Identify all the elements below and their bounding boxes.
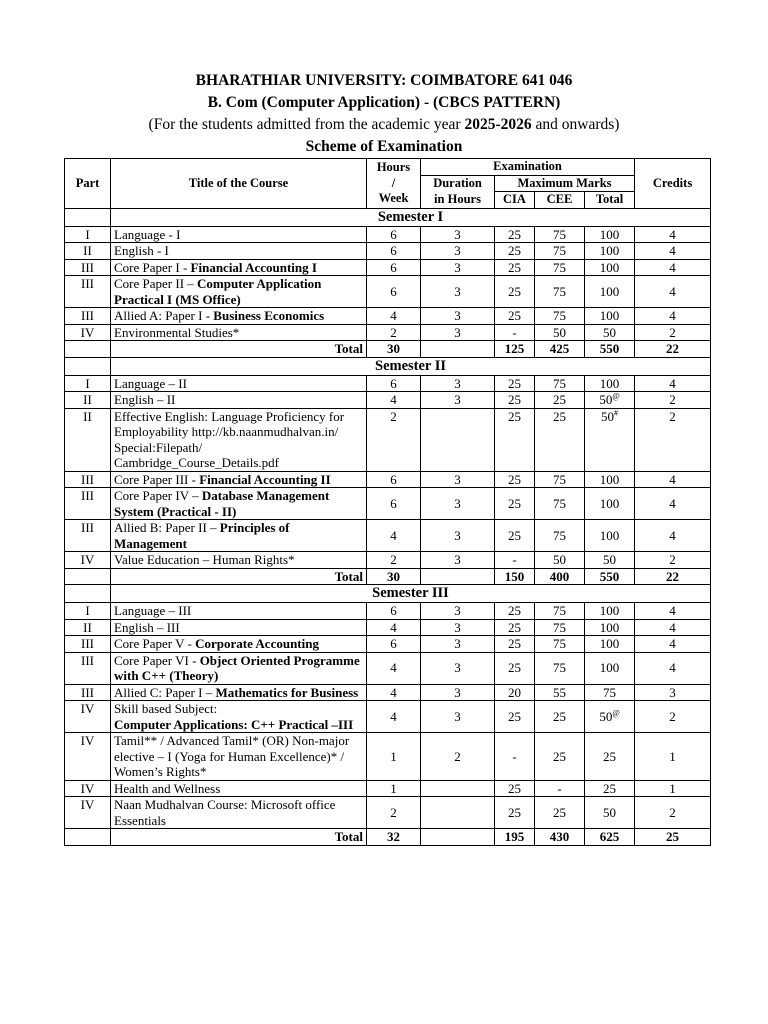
cia-cell: 25 <box>495 243 535 260</box>
part-cell: II <box>65 408 111 471</box>
semester-part-blank <box>65 357 111 375</box>
total-cell: 75 <box>585 684 635 701</box>
table-row <box>65 797 711 829</box>
hours-cell: 2 <box>367 552 421 569</box>
cia-cell: 25 <box>495 636 535 653</box>
part-cell: III <box>65 471 111 488</box>
cee-cell: 75 <box>535 619 585 636</box>
table-row <box>65 471 711 488</box>
part-cell: II <box>65 392 111 409</box>
credits-cell: 2 <box>635 408 711 471</box>
part-cell: I <box>65 375 111 392</box>
duration-cell: 3 <box>421 684 495 701</box>
cee-cell: 75 <box>535 520 585 552</box>
semester-heading-row <box>65 357 711 375</box>
cee-cell: 75 <box>535 471 585 488</box>
table-row <box>65 619 711 636</box>
col-credits: Credits <box>635 159 711 209</box>
course-title-text: Allied C: Paper I – <box>114 684 216 700</box>
semester-heading-row <box>65 585 711 603</box>
course-title-text: Skill based Subject: <box>114 701 218 716</box>
semester-label: Semester III <box>111 585 711 603</box>
cee-cell: 25 <box>535 797 585 829</box>
hours-cell: 4 <box>367 652 421 684</box>
course-title-cell <box>111 259 367 276</box>
admission-note: (For the students admitted from the academic year 2025-2026 and onwards) <box>148 116 620 133</box>
table-row <box>65 308 711 325</box>
course-title-text: Core Paper III - <box>114 471 200 487</box>
total-cia: 125 <box>495 341 535 358</box>
table-row <box>65 392 711 409</box>
course-title-text: Language - I <box>114 226 181 242</box>
course-title-bold: Object Oriented Programme with C++ (Theory) <box>114 652 360 683</box>
course-title-cell <box>111 619 367 636</box>
total-cell: 100 <box>585 636 635 653</box>
hours-cell: 6 <box>367 226 421 243</box>
hours-cell: 6 <box>367 276 421 308</box>
col-part: Part <box>65 159 111 209</box>
duration-cell <box>421 780 495 797</box>
hours-cell: 6 <box>367 488 421 520</box>
course-title-text: Core Paper V - <box>114 636 196 651</box>
total-hours: 32 <box>367 829 421 846</box>
total-cell: 25 <box>585 780 635 797</box>
total-cell: 50 <box>585 552 635 569</box>
hours-cell: 4 <box>367 619 421 636</box>
total-hours: 30 <box>367 341 421 358</box>
total-credits: 22 <box>635 341 711 358</box>
course-title-cell <box>111 603 367 620</box>
semester-part-blank <box>65 208 111 226</box>
cee-cell: 75 <box>535 636 585 653</box>
total-duration <box>421 568 495 585</box>
total-cell: 100 <box>585 259 635 276</box>
part-cell: IV <box>65 701 111 733</box>
hours-cell: 4 <box>367 684 421 701</box>
hours-cell: 2 <box>367 408 421 471</box>
total-footnote-mark: @ <box>612 708 620 718</box>
hours-cell: 4 <box>367 520 421 552</box>
cia-cell: 25 <box>495 701 535 733</box>
table-row <box>65 652 711 684</box>
admission-year: 2025-2026 <box>464 116 532 133</box>
credits-cell: 4 <box>635 308 711 325</box>
total-marks: 550 <box>585 341 635 358</box>
total-cell: 50# <box>585 408 635 471</box>
duration-cell: 3 <box>421 652 495 684</box>
course-title-cell <box>111 324 367 341</box>
semester-part-blank <box>65 585 111 603</box>
credits-cell: 2 <box>635 552 711 569</box>
cee-cell: 75 <box>535 308 585 325</box>
cee-cell: - <box>535 780 585 797</box>
course-title-cell <box>111 733 367 781</box>
col-duration: Duration in Hours <box>421 175 495 208</box>
semester-total-row <box>65 568 711 585</box>
course-title-text: Allied A: Paper I - <box>114 308 214 323</box>
credits-cell: 4 <box>635 652 711 684</box>
cia-cell: 25 <box>495 780 535 797</box>
course-title-cell <box>111 780 367 797</box>
table-row <box>65 636 711 653</box>
course-title-cell <box>111 243 367 260</box>
hours-cell: 2 <box>367 324 421 341</box>
total-cell: 100 <box>585 308 635 325</box>
programme-title: B. Com (Computer Application) - (CBCS PATTERN) <box>207 94 561 111</box>
total-cell: 100 <box>585 471 635 488</box>
duration-cell: 2 <box>421 733 495 781</box>
course-title-cell <box>111 636 367 653</box>
course-title-text: Naan Mudhalvan Course: Microsoft office Essentials <box>114 797 336 828</box>
total-cell: 100 <box>585 226 635 243</box>
course-title-text: Core Paper I - <box>114 259 191 275</box>
total-label: Total <box>111 568 367 585</box>
cia-cell: 25 <box>495 619 535 636</box>
total-footnote-mark: # <box>614 408 618 418</box>
total-marks: 550 <box>585 568 635 585</box>
total-cell: 100 <box>585 619 635 636</box>
col-hours: Hours / Week <box>367 159 421 209</box>
cia-cell: 25 <box>495 652 535 684</box>
table-row <box>65 243 711 260</box>
table-row <box>65 324 711 341</box>
part-cell: II <box>65 619 111 636</box>
credits-cell: 1 <box>635 733 711 781</box>
total-cee: 430 <box>535 829 585 846</box>
credits-cell: 4 <box>635 471 711 488</box>
col-cee: CEE <box>535 192 585 209</box>
part-cell: III <box>65 684 111 701</box>
col-cia: CIA <box>495 192 535 209</box>
total-cell: 100 <box>585 603 635 620</box>
duration-cell: 3 <box>421 488 495 520</box>
duration-cell: 3 <box>421 552 495 569</box>
course-title-cell <box>111 552 367 569</box>
part-cell: IV <box>65 780 111 797</box>
part-cell: IV <box>65 733 111 781</box>
hours-cell: 4 <box>367 392 421 409</box>
credits-cell: 4 <box>635 520 711 552</box>
cia-cell: 25 <box>495 226 535 243</box>
part-cell: I <box>65 603 111 620</box>
course-title-cell <box>111 408 367 471</box>
duration-cell: 3 <box>421 276 495 308</box>
cia-cell: 25 <box>495 471 535 488</box>
total-part-blank <box>65 829 111 846</box>
duration-cell: 3 <box>421 636 495 653</box>
duration-cell: 3 <box>421 392 495 409</box>
duration-cell: 3 <box>421 375 495 392</box>
cee-cell: 75 <box>535 226 585 243</box>
hours-cell: 6 <box>367 603 421 620</box>
course-title-bold: Principles of Management <box>114 520 290 551</box>
hours-cell: 6 <box>367 243 421 260</box>
table-row <box>65 276 711 308</box>
cia-cell: 25 <box>495 603 535 620</box>
course-title-text: English – III <box>114 619 180 635</box>
course-title-bold: Financial Accounting II <box>199 471 331 487</box>
semester-total-row <box>65 341 711 358</box>
hours-cell: 2 <box>367 797 421 829</box>
cia-cell: 25 <box>495 276 535 308</box>
duration-cell: 3 <box>421 259 495 276</box>
credits-cell: 4 <box>635 375 711 392</box>
cia-cell: 25 <box>495 308 535 325</box>
credits-cell: 4 <box>635 603 711 620</box>
part-cell: I <box>65 226 111 243</box>
course-title-text: Language – II <box>114 375 187 391</box>
table-header <box>65 159 711 209</box>
cia-cell: 25 <box>495 408 535 471</box>
cia-cell: 20 <box>495 684 535 701</box>
duration-cell: 3 <box>421 471 495 488</box>
part-cell: III <box>65 259 111 276</box>
credits-cell: 2 <box>635 797 711 829</box>
total-cell: 100 <box>585 243 635 260</box>
part-cell: IV <box>65 797 111 829</box>
semester-label: Semester II <box>111 357 711 375</box>
credits-cell: 4 <box>635 226 711 243</box>
part-cell: III <box>65 308 111 325</box>
total-cee: 400 <box>535 568 585 585</box>
course-title-cell <box>111 520 367 552</box>
scheme-table <box>64 158 711 846</box>
cee-cell: 25 <box>535 392 585 409</box>
part-cell: IV <box>65 552 111 569</box>
duration-cell: 3 <box>421 226 495 243</box>
table-row <box>65 375 711 392</box>
cia-cell: - <box>495 552 535 569</box>
total-cell: 100 <box>585 375 635 392</box>
course-title-bold: Computer Application Practical I (MS Office) <box>114 276 322 307</box>
duration-cell: 3 <box>421 324 495 341</box>
course-title-text: Environmental Studies* <box>114 324 240 340</box>
semester-heading-row <box>65 208 711 226</box>
course-title-text: Effective English: Language Proficiency for Employability http://kb.naanmudhalvan.in/ Special:Filepath/ Cambridge_Course_Details.pdf <box>114 408 345 470</box>
part-cell: III <box>65 652 111 684</box>
semester-label: Semester I <box>111 208 711 226</box>
total-hours: 30 <box>367 568 421 585</box>
table-row <box>65 603 711 620</box>
table-row <box>65 520 711 552</box>
total-cee: 425 <box>535 341 585 358</box>
total-cia: 150 <box>495 568 535 585</box>
cee-cell: 50 <box>535 324 585 341</box>
course-title-text: English - I <box>114 243 169 258</box>
scheme-title: Scheme of Examination <box>305 138 463 155</box>
hours-cell: 6 <box>367 471 421 488</box>
part-cell: III <box>65 488 111 520</box>
credits-cell: 2 <box>635 392 711 409</box>
table-row <box>65 488 711 520</box>
table-row <box>65 733 711 781</box>
part-cell: III <box>65 276 111 308</box>
credits-cell: 2 <box>635 701 711 733</box>
credits-cell: 4 <box>635 276 711 308</box>
cia-cell: - <box>495 733 535 781</box>
cia-cell: 25 <box>495 797 535 829</box>
col-title: Title of the Course <box>111 159 367 209</box>
total-cell: 100 <box>585 488 635 520</box>
course-title-text: Allied B: Paper II – <box>114 520 220 535</box>
course-title-text: Core Paper II – <box>114 276 198 291</box>
duration-cell: 3 <box>421 603 495 620</box>
total-cell: 50 <box>585 324 635 341</box>
course-title-text: Language – III <box>114 603 192 618</box>
credits-cell: 4 <box>635 243 711 260</box>
semester-total-row <box>65 829 711 846</box>
col-total: Total <box>585 192 635 209</box>
course-title-text: Value Education – Human Rights* <box>114 552 295 567</box>
table-row <box>65 226 711 243</box>
cee-cell: 25 <box>535 408 585 471</box>
course-title-text: English – II <box>114 392 176 407</box>
table-row <box>65 552 711 569</box>
total-cell: 100 <box>585 520 635 552</box>
credits-cell: 4 <box>635 619 711 636</box>
hours-cell: 6 <box>367 259 421 276</box>
course-title-cell <box>111 701 367 733</box>
cee-cell: 75 <box>535 243 585 260</box>
university-title: BHARATHIAR UNIVERSITY: COIMBATORE 641 046 <box>195 72 573 89</box>
cia-cell: 25 <box>495 520 535 552</box>
course-title-bold: Financial Accounting I <box>190 259 317 275</box>
credits-cell: 4 <box>635 259 711 276</box>
course-title-cell <box>111 797 367 829</box>
col-examination: Examination <box>421 159 635 176</box>
course-title-cell <box>111 684 367 701</box>
part-cell: II <box>65 243 111 260</box>
duration-cell: 3 <box>421 243 495 260</box>
table-body <box>65 208 711 845</box>
table-row <box>65 259 711 276</box>
course-title-cell <box>111 652 367 684</box>
cee-cell: 50 <box>535 552 585 569</box>
total-credits: 25 <box>635 829 711 846</box>
hours-cell: 6 <box>367 636 421 653</box>
credits-cell: 2 <box>635 324 711 341</box>
cee-cell: 75 <box>535 488 585 520</box>
course-title-cell <box>111 392 367 409</box>
course-title-text: Health and Wellness <box>114 780 221 796</box>
cee-cell: 75 <box>535 652 585 684</box>
part-cell: III <box>65 636 111 653</box>
course-title-bold: Corporate Accounting <box>195 636 319 651</box>
duration-cell: 3 <box>421 308 495 325</box>
total-credits: 22 <box>635 568 711 585</box>
cee-cell: 25 <box>535 733 585 781</box>
cee-cell: 75 <box>535 603 585 620</box>
cee-cell: 75 <box>535 276 585 308</box>
credits-cell: 4 <box>635 636 711 653</box>
course-title-cell <box>111 308 367 325</box>
total-part-blank <box>65 341 111 358</box>
course-title-bold: Computer Applications: C++ Practical –III <box>114 716 354 732</box>
cee-cell: 75 <box>535 375 585 392</box>
hours-cell: 4 <box>367 701 421 733</box>
total-cell: 50@ <box>585 392 635 409</box>
part-cell: IV <box>65 324 111 341</box>
cee-cell: 55 <box>535 684 585 701</box>
hours-cell: 6 <box>367 375 421 392</box>
table-row <box>65 780 711 797</box>
total-cell: 50@ <box>585 701 635 733</box>
cia-cell: 25 <box>495 392 535 409</box>
course-title-cell <box>111 375 367 392</box>
total-duration <box>421 341 495 358</box>
credits-cell: 3 <box>635 684 711 701</box>
total-label: Total <box>111 829 367 846</box>
credits-cell: 1 <box>635 780 711 797</box>
course-title-bold: Business Economics <box>213 308 325 323</box>
table-row <box>65 408 711 471</box>
total-duration <box>421 829 495 846</box>
part-cell: III <box>65 520 111 552</box>
course-title-cell <box>111 471 367 488</box>
course-title-text: Core Paper IV – <box>114 488 202 503</box>
hours-cell: 1 <box>367 733 421 781</box>
credits-cell: 4 <box>635 488 711 520</box>
course-title-text: Tamil** / Advanced Tamil* (OR) Non-major elective – I (Yoga for Human Excellence)* / Women’s Rights* <box>114 733 350 779</box>
document-header <box>0 70 768 158</box>
hours-cell: 4 <box>367 308 421 325</box>
cee-cell: 25 <box>535 701 585 733</box>
duration-cell: 3 <box>421 619 495 636</box>
cia-cell: 25 <box>495 259 535 276</box>
table-row <box>65 684 711 701</box>
cee-cell: 75 <box>535 259 585 276</box>
course-title-cell <box>111 226 367 243</box>
cia-cell: - <box>495 324 535 341</box>
col-maximum-marks: Maximum Marks <box>495 175 635 192</box>
total-cell: 50 <box>585 797 635 829</box>
course-title-bold: Mathematics for Business <box>215 684 359 700</box>
total-footnote-mark: @ <box>612 391 620 401</box>
course-title-cell <box>111 276 367 308</box>
hours-cell: 1 <box>367 780 421 797</box>
course-title-bold: Database Management System (Practical - II) <box>114 488 330 519</box>
total-part-blank <box>65 568 111 585</box>
cia-cell: 25 <box>495 488 535 520</box>
cia-cell: 25 <box>495 375 535 392</box>
duration-cell <box>421 408 495 471</box>
course-title-cell <box>111 488 367 520</box>
duration-cell <box>421 797 495 829</box>
table-row <box>65 701 711 733</box>
course-title-text: Core Paper VI - <box>114 652 200 668</box>
total-marks: 625 <box>585 829 635 846</box>
total-cia: 195 <box>495 829 535 846</box>
total-label: Total <box>111 341 367 358</box>
total-cell: 100 <box>585 652 635 684</box>
duration-cell: 3 <box>421 520 495 552</box>
total-cell: 25 <box>585 733 635 781</box>
duration-cell: 3 <box>421 701 495 733</box>
total-cell: 100 <box>585 276 635 308</box>
